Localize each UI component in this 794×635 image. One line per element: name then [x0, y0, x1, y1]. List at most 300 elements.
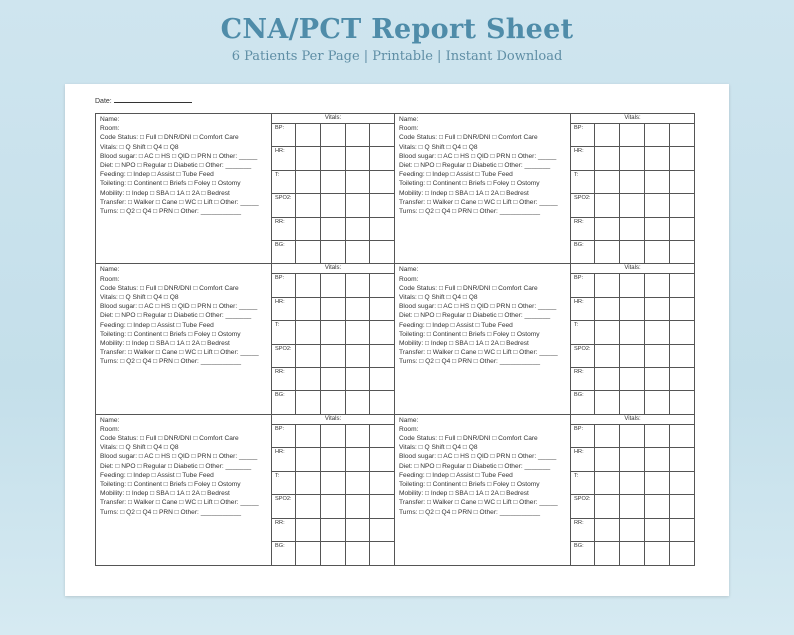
- vitals-cell[interactable]: [346, 542, 371, 565]
- patient-info-line[interactable]: Blood sugar: □ AC □ HS □ QID □ PRN □ Other: _____: [100, 152, 258, 160]
- patient-info-line[interactable]: Diet: □ NPO □ Regular □ Diabetic □ Other: _______: [399, 312, 551, 320]
- patient-info-line[interactable]: Room:: [100, 125, 120, 133]
- vitals-cell[interactable]: [370, 218, 394, 240]
- vitals-cell[interactable]: [321, 448, 346, 471]
- patient-info-line[interactable]: Vitals: □ Q Shift □ Q4 □ Q8: [399, 293, 478, 301]
- vitals-cell[interactable]: [296, 519, 321, 542]
- vitals-row-label: RR:: [272, 368, 296, 390]
- vitals-cell[interactable]: [296, 218, 321, 240]
- patient-info-line[interactable]: Name:: [100, 266, 120, 274]
- patient-info-line[interactable]: Feeding: □ Indep □ Assist □ Tube Feed: [399, 471, 513, 479]
- patient-info-line[interactable]: Feeding: □ Indep □ Assist □ Tube Feed: [100, 321, 214, 329]
- vitals-cell[interactable]: [645, 391, 670, 413]
- vitals-cell[interactable]: [645, 495, 670, 518]
- vitals-cell[interactable]: [296, 147, 321, 169]
- vitals-cell[interactable]: [620, 472, 645, 495]
- patient-info-line[interactable]: Room:: [399, 275, 419, 283]
- vitals-row: [571, 345, 694, 368]
- vitals-cell[interactable]: [296, 345, 321, 367]
- vitals-row: [571, 218, 694, 241]
- patient-info-line[interactable]: Toileting: □ Continent □ Briefs □ Foley □ Ostomy: [100, 180, 241, 188]
- patient-info-line[interactable]: Diet: □ NPO □ Regular □ Diabetic □ Other: _______: [399, 462, 551, 470]
- patient-info-line[interactable]: Code Status: □ Full □ DNR/DNI □ Comfort Care: [399, 284, 538, 292]
- patient-info-line[interactable]: Name:: [100, 416, 120, 424]
- vitals-cell[interactable]: [595, 274, 620, 296]
- vitals-row-label: HR:: [571, 147, 595, 169]
- vitals-row-label: BP:: [571, 124, 595, 146]
- vitals-row: [272, 124, 394, 147]
- vitals-cell[interactable]: [370, 425, 394, 448]
- vitals-row-label: RR:: [272, 519, 296, 542]
- vitals-cell[interactable]: [620, 368, 645, 390]
- vitals-cell[interactable]: [670, 448, 694, 471]
- vitals-row: [571, 368, 694, 391]
- patient-info-line[interactable]: Toileting: □ Continent □ Briefs □ Foley □ Ostomy: [399, 481, 540, 489]
- patient-info-line[interactable]: Blood sugar: □ AC □ HS □ QID □ PRN □ Other: _____: [399, 453, 557, 461]
- vitals-row: [272, 542, 394, 565]
- vitals-cell[interactable]: [321, 472, 346, 495]
- vitals-cell[interactable]: [296, 241, 321, 263]
- patient-block: [395, 264, 694, 414]
- patient-info-line[interactable]: Room:: [399, 125, 419, 133]
- vitals-cell[interactable]: [595, 519, 620, 542]
- vitals-cell[interactable]: [346, 345, 371, 367]
- vitals-cell[interactable]: [321, 147, 346, 169]
- vitals-cell[interactable]: [670, 391, 694, 413]
- patient-block: [96, 415, 395, 565]
- date-label: Date:: [95, 98, 112, 105]
- vitals-cell[interactable]: [620, 124, 645, 146]
- patient-info: [96, 415, 272, 565]
- vitals-cell[interactable]: [346, 298, 371, 320]
- vitals-row-label: BG:: [272, 391, 296, 413]
- vitals-cell[interactable]: [370, 345, 394, 367]
- patient-info-line[interactable]: Mobility: □ Indep □ SBA □ 1A □ 2A □ Bedrest: [399, 490, 529, 498]
- vitals-row: [272, 472, 394, 496]
- vitals-cell[interactable]: [645, 171, 670, 193]
- vitals-cell[interactable]: [370, 274, 394, 296]
- vitals-cell[interactable]: [645, 368, 670, 390]
- vitals-row: [571, 147, 694, 170]
- vitals-cell[interactable]: [595, 448, 620, 471]
- vitals-cell[interactable]: [321, 274, 346, 296]
- patient-info-line[interactable]: Transfer: □ Walker □ Cane □ WC □ Lift □ Other: _____: [100, 198, 259, 206]
- vitals-cell[interactable]: [296, 298, 321, 320]
- vitals-table: [272, 264, 394, 413]
- vitals-cell[interactable]: [670, 495, 694, 518]
- vitals-row-label: HR:: [272, 298, 296, 320]
- vitals-cell[interactable]: [620, 298, 645, 320]
- vitals-cell[interactable]: [321, 425, 346, 448]
- vitals-cell[interactable]: [370, 241, 394, 263]
- vitals-row-label: SPO2:: [272, 495, 296, 518]
- vitals-row-label: BG:: [571, 542, 595, 565]
- vitals-cell[interactable]: [645, 194, 670, 216]
- vitals-cell[interactable]: [296, 321, 321, 343]
- vitals-cell[interactable]: [321, 321, 346, 343]
- vitals-row: [272, 194, 394, 217]
- vitals-cell[interactable]: [346, 147, 371, 169]
- vitals-cell[interactable]: [670, 171, 694, 193]
- vitals-header: Vitals:: [272, 264, 394, 274]
- patient-info-line[interactable]: Room:: [399, 425, 419, 433]
- patient-info-line[interactable]: Vitals: □ Q Shift □ Q4 □ Q8: [100, 444, 179, 452]
- vitals-table: [272, 114, 394, 263]
- vitals-cell[interactable]: [645, 124, 670, 146]
- vitals-cell[interactable]: [346, 321, 371, 343]
- vitals-cell[interactable]: [321, 345, 346, 367]
- vitals-header: Vitals:: [272, 114, 394, 124]
- vitals-row: [272, 298, 394, 321]
- report-sheet: [65, 84, 729, 596]
- patient-info-line[interactable]: Diet: □ NPO □ Regular □ Diabetic □ Other: _______: [100, 162, 252, 170]
- vitals-cell[interactable]: [370, 321, 394, 343]
- vitals-cell[interactable]: [595, 321, 620, 343]
- vitals-cell[interactable]: [321, 542, 346, 565]
- vitals-row: [272, 147, 394, 170]
- vitals-cell[interactable]: [370, 298, 394, 320]
- vitals-cell[interactable]: [296, 425, 321, 448]
- vitals-cell[interactable]: [370, 472, 394, 495]
- vitals-cell[interactable]: [670, 194, 694, 216]
- vitals-cell[interactable]: [620, 218, 645, 240]
- vitals-cell[interactable]: [346, 218, 371, 240]
- vitals-cell[interactable]: [296, 194, 321, 216]
- vitals-cell[interactable]: [670, 124, 694, 146]
- patient-info-line[interactable]: Turns: □ Q2 □ Q4 □ PRN □ Other: ___________: [100, 508, 242, 516]
- vitals-cell[interactable]: [595, 472, 620, 495]
- vitals-row-label: SPO2:: [571, 495, 595, 518]
- vitals-cell[interactable]: [321, 495, 346, 518]
- vitals-cell[interactable]: [595, 345, 620, 367]
- vitals-cell[interactable]: [670, 425, 694, 448]
- patient-info-line[interactable]: Transfer: □ Walker □ Cane □ WC □ Lift □ Other: _____: [100, 499, 259, 507]
- vitals-table: [272, 415, 394, 565]
- patient-info-line[interactable]: Turns: □ Q2 □ Q4 □ PRN □ Other: ___________: [100, 358, 242, 366]
- patient-info-line[interactable]: Blood sugar: □ AC □ HS □ QID □ PRN □ Other: _____: [100, 453, 258, 461]
- vitals-cell[interactable]: [595, 391, 620, 413]
- vitals-cell[interactable]: [296, 274, 321, 296]
- patient-info-line[interactable]: Toileting: □ Continent □ Briefs □ Foley □ Ostomy: [100, 330, 241, 338]
- vitals-cell[interactable]: [645, 241, 670, 263]
- vitals-cell[interactable]: [321, 241, 346, 263]
- patient-info-line[interactable]: Transfer: □ Walker □ Cane □ WC □ Lift □ Other: _____: [399, 198, 558, 206]
- patient-info-line[interactable]: Vitals: □ Q Shift □ Q4 □ Q8: [100, 293, 179, 301]
- vitals-row-label: BP:: [272, 425, 296, 448]
- patient-info-line[interactable]: Room:: [100, 425, 120, 433]
- vitals-cell[interactable]: [296, 171, 321, 193]
- vitals-row-label: HR:: [272, 448, 296, 471]
- vitals-cell[interactable]: [645, 519, 670, 542]
- vitals-cell[interactable]: [370, 391, 394, 413]
- patient-info-line[interactable]: Diet: □ NPO □ Regular □ Diabetic □ Other: _______: [100, 462, 252, 470]
- vitals-cell[interactable]: [645, 425, 670, 448]
- patient-block: [395, 114, 694, 264]
- vitals-cell[interactable]: [346, 241, 371, 263]
- vitals-cell[interactable]: [346, 124, 371, 146]
- vitals-row: [571, 391, 694, 413]
- vitals-cell[interactable]: [645, 448, 670, 471]
- vitals-cell[interactable]: [346, 368, 371, 390]
- vitals-cell[interactable]: [321, 368, 346, 390]
- vitals-row: [571, 274, 694, 297]
- vitals-cell[interactable]: [346, 448, 371, 471]
- patient-info-line[interactable]: Turns: □ Q2 □ Q4 □ PRN □ Other: ___________: [399, 508, 541, 516]
- vitals-row: [571, 171, 694, 194]
- vitals-cell[interactable]: [346, 194, 371, 216]
- vitals-cell[interactable]: [321, 124, 346, 146]
- vitals-header: Vitals:: [571, 114, 694, 124]
- vitals-row-label: T:: [571, 171, 595, 193]
- vitals-row: [272, 241, 394, 263]
- vitals-row: [272, 391, 394, 413]
- vitals-row: [571, 194, 694, 217]
- vitals-cell[interactable]: [670, 298, 694, 320]
- patient-info-line[interactable]: Transfer: □ Walker □ Cane □ WC □ Lift □ Other: _____: [399, 349, 558, 357]
- vitals-row-label: T:: [272, 171, 296, 193]
- patient-info-line[interactable]: Mobility: □ Indep □ SBA □ 1A □ 2A □ Bedrest: [100, 339, 230, 347]
- vitals-row-label: T:: [571, 321, 595, 343]
- patient-info-line[interactable]: Blood sugar: □ AC □ HS □ QID □ PRN □ Other: _____: [399, 152, 557, 160]
- patient-info-line[interactable]: Blood sugar: □ AC □ HS □ QID □ PRN □ Other: _____: [100, 303, 258, 311]
- vitals-cell[interactable]: [346, 391, 371, 413]
- vitals-cell[interactable]: [670, 345, 694, 367]
- vitals-cell[interactable]: [645, 321, 670, 343]
- vitals-cell[interactable]: [595, 194, 620, 216]
- patient-info-line[interactable]: Turns: □ Q2 □ Q4 □ PRN □ Other: ___________: [399, 358, 541, 366]
- vitals-row-label: BG:: [272, 241, 296, 263]
- vitals-cell[interactable]: [370, 124, 394, 146]
- vitals-cell[interactable]: [346, 425, 371, 448]
- vitals-row: [571, 124, 694, 147]
- patient-info-line[interactable]: Feeding: □ Indep □ Assist □ Tube Feed: [100, 471, 214, 479]
- vitals-cell[interactable]: [645, 298, 670, 320]
- patient-info-line[interactable]: Toileting: □ Continent □ Briefs □ Foley □ Ostomy: [399, 330, 540, 338]
- patient-info-line[interactable]: Toileting: □ Continent □ Briefs □ Foley □ Ostomy: [399, 180, 540, 188]
- vitals-cell[interactable]: [645, 218, 670, 240]
- vitals-cell[interactable]: [670, 147, 694, 169]
- vitals-cell[interactable]: [595, 368, 620, 390]
- vitals-row: [571, 425, 694, 449]
- patient-info: [96, 264, 272, 413]
- vitals-row-label: SPO2:: [272, 194, 296, 216]
- vitals-cell[interactable]: [346, 171, 371, 193]
- vitals-cell[interactable]: [645, 147, 670, 169]
- vitals-table: [571, 114, 694, 263]
- patient-info-line[interactable]: Diet: □ NPO □ Regular □ Diabetic □ Other: _______: [399, 162, 551, 170]
- patient-info-line[interactable]: Mobility: □ Indep □ SBA □ 1A □ 2A □ Bedrest: [399, 339, 529, 347]
- vitals-row-label: BP:: [272, 274, 296, 296]
- vitals-row: [272, 448, 394, 472]
- vitals-row: [272, 171, 394, 194]
- vitals-cell[interactable]: [370, 368, 394, 390]
- patient-info-line[interactable]: Mobility: □ Indep □ SBA □ 1A □ 2A □ Bedrest: [100, 189, 230, 197]
- vitals-cell[interactable]: [595, 542, 620, 565]
- vitals-row-label: T:: [272, 321, 296, 343]
- vitals-row-label: RR:: [571, 218, 595, 240]
- patient-info-line[interactable]: Code Status: □ Full □ DNR/DNI □ Comfort Care: [399, 134, 538, 142]
- vitals-cell[interactable]: [296, 472, 321, 495]
- patient-info: [395, 415, 571, 565]
- vitals-cell[interactable]: [321, 298, 346, 320]
- vitals-row-label: SPO2:: [571, 194, 595, 216]
- patient-info-line[interactable]: Mobility: □ Indep □ SBA □ 1A □ 2A □ Bedrest: [100, 490, 230, 498]
- patient-info-line[interactable]: Vitals: □ Q Shift □ Q4 □ Q8: [399, 143, 478, 151]
- vitals-row-label: BG:: [571, 391, 595, 413]
- patient-info-line[interactable]: Name:: [399, 266, 419, 274]
- vitals-cell[interactable]: [296, 542, 321, 565]
- vitals-cell[interactable]: [645, 274, 670, 296]
- vitals-cell[interactable]: [346, 519, 371, 542]
- vitals-cell[interactable]: [595, 147, 620, 169]
- vitals-row-label: BP:: [571, 274, 595, 296]
- vitals-cell[interactable]: [296, 448, 321, 471]
- patient-info-line[interactable]: Vitals: □ Q Shift □ Q4 □ Q8: [100, 143, 179, 151]
- vitals-cell[interactable]: [670, 274, 694, 296]
- vitals-row-label: BG:: [272, 542, 296, 565]
- patient-block: [96, 114, 395, 264]
- patient-info-line[interactable]: Code Status: □ Full □ DNR/DNI □ Comfort Care: [399, 435, 538, 443]
- vitals-cell[interactable]: [321, 391, 346, 413]
- patient-info-line[interactable]: Code Status: □ Full □ DNR/DNI □ Comfort Care: [100, 134, 239, 142]
- vitals-cell[interactable]: [645, 542, 670, 565]
- vitals-cell[interactable]: [620, 194, 645, 216]
- patient-info-line[interactable]: Code Status: □ Full □ DNR/DNI □ Comfort Care: [100, 435, 239, 443]
- patient-info-line[interactable]: Code Status: □ Full □ DNR/DNI □ Comfort Care: [100, 284, 239, 292]
- patient-info-line[interactable]: Blood sugar: □ AC □ HS □ QID □ PRN □ Other: _____: [399, 303, 557, 311]
- patient-info-line[interactable]: Feeding: □ Indep □ Assist □ Tube Feed: [100, 171, 214, 179]
- vitals-cell[interactable]: [296, 124, 321, 146]
- vitals-cell[interactable]: [370, 171, 394, 193]
- vitals-cell[interactable]: [620, 495, 645, 518]
- vitals-cell[interactable]: [670, 519, 694, 542]
- vitals-row: [571, 448, 694, 472]
- vitals-cell[interactable]: [370, 495, 394, 518]
- vitals-cell[interactable]: [620, 425, 645, 448]
- vitals-row-label: SPO2:: [272, 345, 296, 367]
- vitals-cell[interactable]: [620, 345, 645, 367]
- vitals-row: [571, 542, 694, 565]
- patient-block: [395, 415, 694, 565]
- vitals-cell[interactable]: [620, 321, 645, 343]
- vitals-row-label: BP:: [272, 124, 296, 146]
- vitals-row-label: RR:: [571, 368, 595, 390]
- vitals-header: Vitals:: [272, 415, 394, 425]
- vitals-row: [272, 425, 394, 449]
- patient-info-line[interactable]: Name:: [100, 116, 120, 123]
- vitals-cell[interactable]: [595, 241, 620, 263]
- vitals-row-label: HR:: [571, 448, 595, 471]
- patient-info-line[interactable]: Diet: □ NPO □ Regular □ Diabetic □ Other: _______: [100, 312, 252, 320]
- vitals-cell[interactable]: [670, 218, 694, 240]
- vitals-row: [571, 321, 694, 344]
- vitals-cell[interactable]: [620, 171, 645, 193]
- vitals-cell[interactable]: [595, 298, 620, 320]
- patient-info-line[interactable]: Turns: □ Q2 □ Q4 □ PRN □ Other: ___________: [399, 208, 541, 216]
- vitals-cell[interactable]: [370, 147, 394, 169]
- vitals-cell[interactable]: [595, 171, 620, 193]
- vitals-header: Vitals:: [571, 264, 694, 274]
- patient-info-line[interactable]: Feeding: □ Indep □ Assist □ Tube Feed: [399, 321, 513, 329]
- vitals-row-label: SPO2:: [571, 345, 595, 367]
- vitals-cell[interactable]: [296, 391, 321, 413]
- vitals-cell[interactable]: [321, 519, 346, 542]
- vitals-cell[interactable]: [670, 542, 694, 565]
- date-field[interactable]: [95, 96, 192, 105]
- vitals-row-label: HR:: [571, 298, 595, 320]
- vitals-cell[interactable]: [321, 194, 346, 216]
- vitals-cell[interactable]: [620, 241, 645, 263]
- vitals-row: [272, 274, 394, 297]
- patient-info-line[interactable]: Transfer: □ Walker □ Cane □ WC □ Lift □ Other: _____: [100, 349, 259, 357]
- patient-info-line[interactable]: Room:: [100, 275, 120, 283]
- patient-info-line[interactable]: Name:: [399, 116, 419, 123]
- vitals-row: [272, 495, 394, 519]
- vitals-cell[interactable]: [670, 472, 694, 495]
- vitals-cell[interactable]: [370, 542, 394, 565]
- patient-info-line[interactable]: Transfer: □ Walker □ Cane □ WC □ Lift □ Other: _____: [399, 499, 558, 507]
- vitals-cell[interactable]: [620, 274, 645, 296]
- vitals-cell[interactable]: [620, 147, 645, 169]
- vitals-header: Vitals:: [571, 415, 694, 425]
- vitals-cell[interactable]: [321, 218, 346, 240]
- vitals-row: [571, 472, 694, 496]
- vitals-cell[interactable]: [620, 542, 645, 565]
- vitals-cell[interactable]: [370, 448, 394, 471]
- vitals-row-label: BG:: [571, 241, 595, 263]
- vitals-cell[interactable]: [346, 495, 371, 518]
- vitals-cell[interactable]: [645, 472, 670, 495]
- vitals-cell[interactable]: [321, 171, 346, 193]
- patient-info-line[interactable]: Turns: □ Q2 □ Q4 □ PRN □ Other: ___________: [100, 208, 242, 216]
- vitals-cell[interactable]: [296, 495, 321, 518]
- vitals-cell[interactable]: [620, 391, 645, 413]
- vitals-row: [571, 519, 694, 543]
- vitals-cell[interactable]: [346, 274, 371, 296]
- vitals-cell[interactable]: [595, 425, 620, 448]
- vitals-cell[interactable]: [670, 321, 694, 343]
- vitals-cell[interactable]: [346, 472, 371, 495]
- vitals-cell[interactable]: [296, 368, 321, 390]
- vitals-cell[interactable]: [620, 519, 645, 542]
- vitals-cell[interactable]: [595, 495, 620, 518]
- vitals-cell[interactable]: [645, 345, 670, 367]
- vitals-row-label: RR:: [571, 519, 595, 542]
- vitals-cell[interactable]: [620, 448, 645, 471]
- vitals-row: [272, 218, 394, 241]
- patient-info-line[interactable]: Mobility: □ Indep □ SBA □ 1A □ 2A □ Bedrest: [399, 189, 529, 197]
- patient-info-line[interactable]: Feeding: □ Indep □ Assist □ Tube Feed: [399, 171, 513, 179]
- vitals-cell[interactable]: [595, 124, 620, 146]
- vitals-cell[interactable]: [670, 241, 694, 263]
- patient-info-line[interactable]: Name:: [399, 416, 419, 424]
- patient-info-line[interactable]: Vitals: □ Q Shift □ Q4 □ Q8: [399, 444, 478, 452]
- patient-info: [395, 264, 571, 413]
- vitals-cell[interactable]: [370, 194, 394, 216]
- patient-grid: [95, 113, 695, 566]
- patient-info-line[interactable]: Toileting: □ Continent □ Briefs □ Foley □ Ostomy: [100, 481, 241, 489]
- vitals-row-label: BP:: [571, 425, 595, 448]
- patient-info: [96, 114, 272, 263]
- vitals-cell[interactable]: [370, 519, 394, 542]
- vitals-row: [571, 241, 694, 263]
- vitals-row: [571, 495, 694, 519]
- vitals-cell[interactable]: [670, 368, 694, 390]
- vitals-row-label: T:: [571, 472, 595, 495]
- vitals-cell[interactable]: [595, 218, 620, 240]
- vitals-table: [571, 264, 694, 413]
- vitals-table: [571, 415, 694, 565]
